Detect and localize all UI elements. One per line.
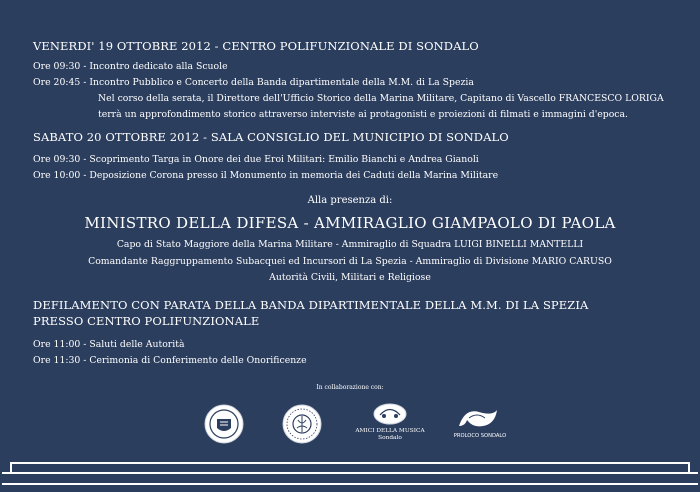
- right-border: [688, 462, 690, 474]
- minister-title: MINISTRO DELLA DIFESA - AMMIRAGLIO GIAMPAOLO DI PAOLA: [84, 214, 616, 232]
- section1-line3: Nel corso della serata, il Direttore dell'Ufficio Storico della Marina Militare, Capitano di Vascello FRANCESCO LORIGA: [98, 93, 664, 104]
- section3-line2: Ore 11:30 - Cerimonia di Conferimento delle Onorificenze: [33, 355, 307, 366]
- amici-musica-line2: Sondalo: [378, 434, 402, 441]
- section2-line1: Ore 09:30 - Scoprimento Targa in Onore dei due Eroi Militari: Emilio Bianchi e Andrea Gianoli: [33, 154, 479, 165]
- music-emblem-icon: [364, 402, 416, 426]
- section1-header: VENERDI' 19 OTTOBRE 2012 - CENTRO POLIFUNZIONALE DI SONDALO: [33, 39, 479, 53]
- section3-header1: DEFILAMENTO CON PARATA DELLA BANDA DIPARTIMENTALE DELLA M.M. DI LA SPEZIA: [33, 298, 589, 312]
- left-border: [10, 462, 12, 474]
- proloco-swirl-icon: [455, 406, 501, 432]
- section1-line1: Ore 09:30 - Incontro dedicato alla Scuole: [33, 61, 228, 72]
- amici-musica-line1: AMICI DELLA MUSICA: [355, 428, 425, 434]
- presence-line1: Capo di Stato Maggiore della Marina Militare - Ammiraglio di Squadra LUIGI BINELLI MANTELLI: [116, 239, 584, 250]
- section3-line1: Ore 11:00 - Saluti delle Autorità: [33, 339, 185, 350]
- section1-line2: Ore 20:45 - Incontro Pubblico e Concerto della Banda dipartimentale della M.M. di La Spezia: [33, 77, 474, 88]
- emblem-logo-2: [282, 404, 322, 444]
- proloco-logo: [455, 406, 501, 432]
- seal-icon: [282, 404, 322, 444]
- proloco-label: PROLOCO SONDALO: [453, 433, 507, 439]
- emblem-logo-1: [204, 404, 244, 444]
- presence-intro: Alla presenza di:: [307, 195, 393, 206]
- collab-label: In collaborazione con:: [316, 384, 384, 391]
- bottom-band: [0, 480, 700, 492]
- section3-header2: PRESSO CENTRO POLIFUNZIONALE: [33, 314, 260, 328]
- bottom-border-1: [10, 462, 690, 464]
- amici-musica-label: [352, 428, 428, 441]
- presence-line2: Comandante Raggruppamento Subacquei ed Incursori di La Spezia - Ammiraglio di Divisione MARIO CARUSO: [88, 256, 612, 267]
- bottom-border-3: [2, 483, 698, 485]
- presence-line3: Autorità Civili, Militari e Religiose: [269, 272, 431, 283]
- bottom-border-2: [2, 472, 698, 474]
- section1-line4: terrà un approfondimento storico attraverso interviste ai protagonisti e proiezioni di filmati e immagini d'epoca.: [98, 109, 629, 120]
- section2-header: SABATO 20 OTTOBRE 2012 - SALA CONSIGLIO DEL MUNICIPIO DI SONDALO: [33, 130, 509, 144]
- amici-musica-logo: [364, 402, 416, 426]
- crest-icon: [204, 404, 244, 444]
- section2-line2: Ore 10:00 - Deposizione Corona presso il Monumento in memoria dei Caduti della Marina Militare: [33, 170, 499, 181]
